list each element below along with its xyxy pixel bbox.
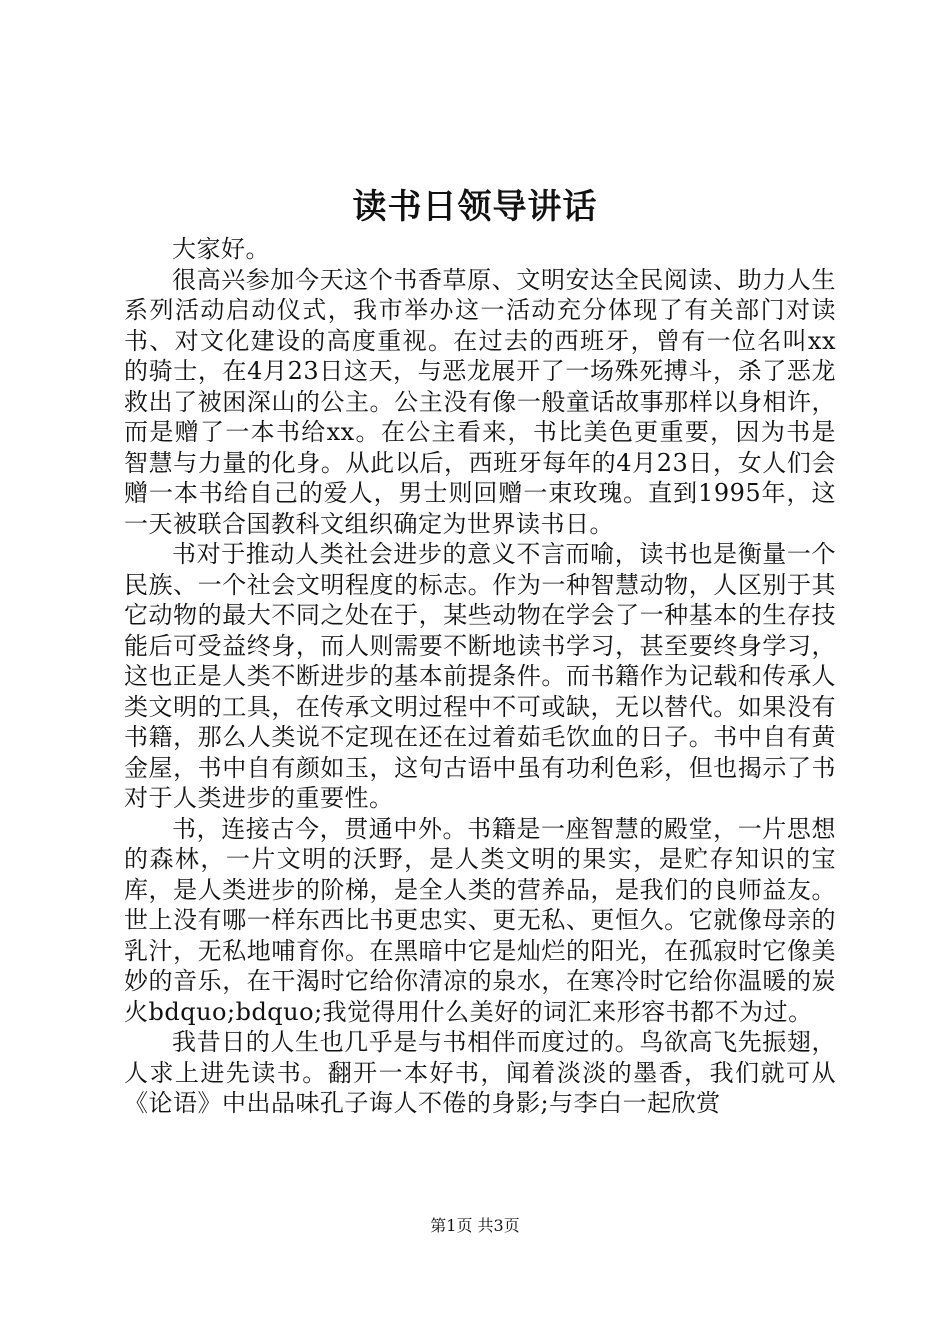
- paragraph-greeting: 大家好。: [172, 235, 270, 263]
- paragraph-world-book-day-origin: 很高兴参加今天这个书香草原、文明安达全民阅读、助力人生系列活动启动仪式，我市举办这一活动充分体现了有关部门对读书、对文化建设的高度重视。在过去的西班牙，曾有一位名叫xx的骑士，在4月23日这天，与恶龙展开了一场殊死搏斗，杀了恶龙救出了被困深山的公主。公主没有像一般童话故事那样以身相许，而是赠了一本书给xx。在公主看来，书比美色更重要，因为书是智慧与力量的化身。从此以后，西班牙每年的4月23日，女人们会赠一本书给自己的爱人，男士则回赠一束玫瑰。直到1995年，这一天被联合国教科文组织确定为世界读书日。: [124, 265, 836, 538]
- page-number-footer: 第1页 共3页: [430, 1216, 520, 1235]
- document-title: 读书日领导讲话: [352, 187, 598, 227]
- paragraph-books-connect-past-present: 书，连接古今，贯通中外。书籍是一座智慧的殿堂，一片思想的森林，一片文明的沃野，是人类文明的果实，是贮存知识的宝库，是人类进步的阶梯，是全人类的营养品，是我们的良师益友。世上没有哪一样东西比书更忠实、更无私、更恒久。它就像母亲的乳汁，无私地哺育你。在黑暗中它是灿烂的阳光，在孤寂时它像美妙的音乐，在干渴时它给你清凉的泉水，在寒冷时它给你温暖的炭火bdquo;bdquo;我觉得用什么美好的词汇来形容书都不为过。: [124, 814, 836, 1026]
- paragraph-personal-reading-life: 我昔日的人生也几乎是与书相伴而度过的。鸟欲高飞先振翅，人求上进先读书。翻开一本好书，闻着淡淡的墨香，我们就可从《论语》中出品味孔子诲人不倦的身影;与李白一起欣赏: [124, 1028, 836, 1117]
- document-body: [124, 234, 836, 1119]
- paragraph-significance-of-books: 书对于推动人类社会进步的意义不言而喻，读书也是衡量一个民族、一个社会文明程度的标志。作为一种智慧动物，人区别于其它动物的最大不同之处在于，某些动物在学会了一种基本的生存技能后可受益终身，而人则需要不断地读书学习，甚至要终身学习，这也正是人类不断进步的基本前提条件。而书籍作为记载和传承人类文明的工具，在传承文明过程中不可或缺，无以替代。如果没有书籍，那么人类说不定现在还在过着茹毛饮血的日子。书中自有黄金屋，书中自有颜如玉，这句古语中虽有功利色彩，但也揭示了书对于人类进步的重要性。: [124, 540, 836, 812]
